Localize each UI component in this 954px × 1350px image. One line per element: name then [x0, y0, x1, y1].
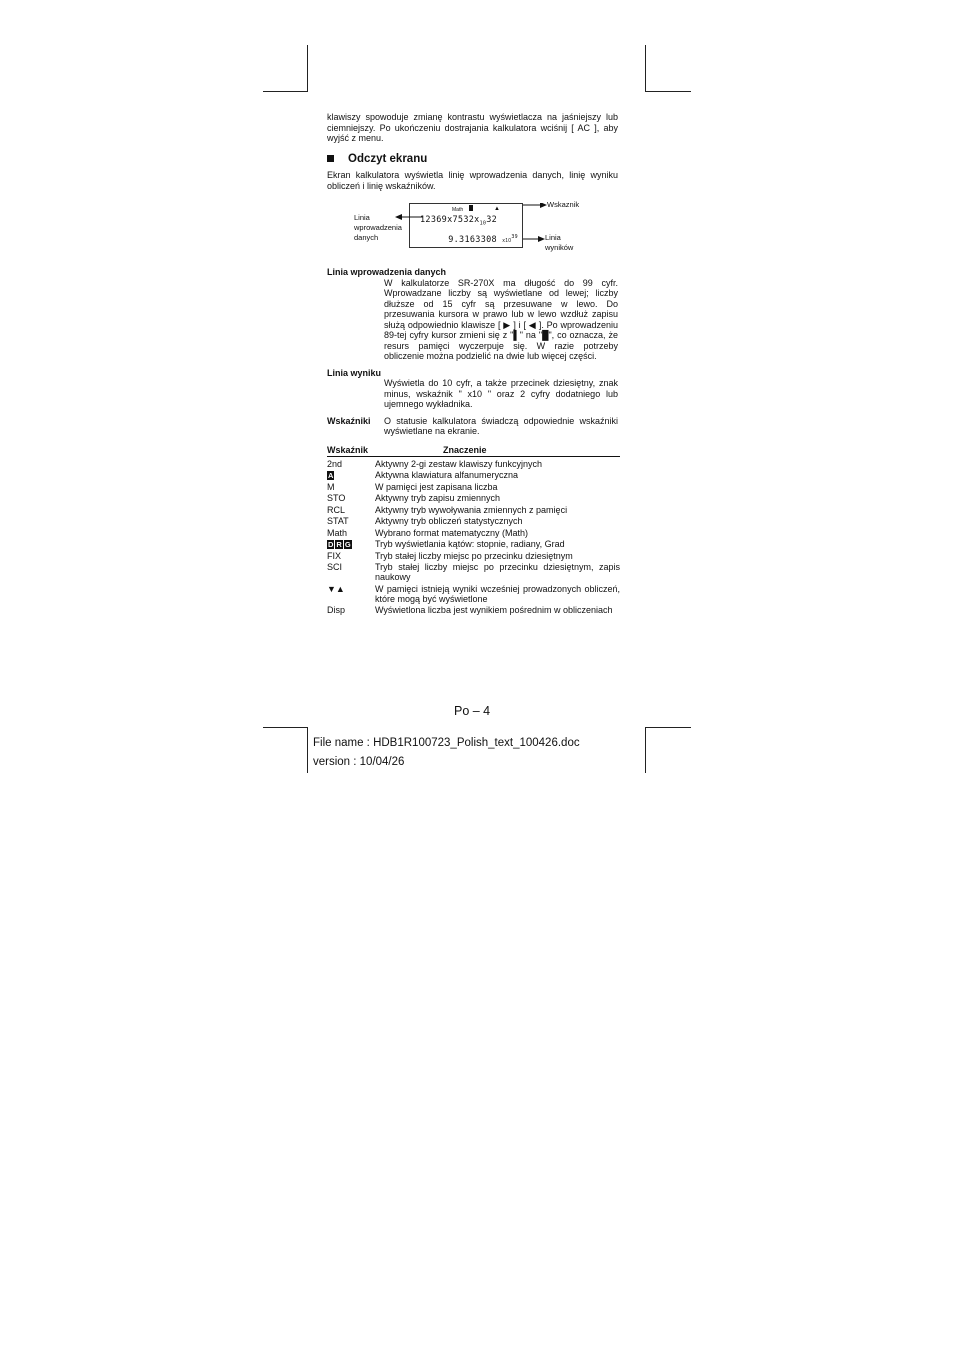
- col-header-meaning: Znaczenie: [375, 445, 620, 457]
- table-row: M W pamięci jest zapisana liczba: [327, 481, 498, 492]
- section-intro: Ekran kalkulatora wyświetla linię wprowadzenia danych, linię wyniku obliczeń i linię wskaźników.: [327, 170, 618, 191]
- section-heading: [327, 154, 618, 165]
- intro-paragraph: klawiszy spowoduje zmianę kontrastu wyświetlacza na jaśniejszy lub ciemniejszy. Po ukończeniu dostrajania kalkulatora wciśnij [ AC ], aby wyjść z menu.: [327, 112, 618, 143]
- table-row: Math Wybrano format matematyczny (Math): [327, 527, 528, 538]
- section-title: Odczyt ekranu: [348, 152, 428, 165]
- indicators-paragraph: O statusie kalkulatora świadczą odpowiednie wskaźniki wyświetlane na ekranie.: [384, 415, 618, 436]
- degree-indicator-icon: D: [328, 540, 334, 549]
- table-row: D R G Tryb wyświetlania kątów: stopnie, radiany, Grad: [328, 539, 565, 549]
- result-line-paragraph: Wyświetla do 10 cyfr, a także przecinek dziesiętny, znak minus, wskaźnik " x10 " oraz 2 cyfry dodatniego lub ujemnego wykładnika.: [384, 378, 618, 409]
- table-row: STAT Aktywny tryb obliczeń statystycznych: [327, 516, 523, 526]
- table-row: SCI Tryb stałej liczby miejsc po przecinku dziesiętnym, zapis naukowy: [327, 562, 620, 582]
- cursor-thin-icon: ▌: [513, 330, 520, 340]
- col-header-indicator: Wskaźnik: [327, 445, 375, 457]
- version: version : 10/04/26: [313, 756, 405, 768]
- label-result-line: Linia wyników: [545, 233, 574, 252]
- crop-mark: [645, 727, 691, 728]
- label-input-line: Linia wprowadzenia danych: [354, 213, 402, 242]
- indicators-heading: Wskaźniki: [327, 415, 371, 426]
- scroll-arrows-icon: ▼▲: [327, 583, 345, 594]
- cursor-full-icon: █: [542, 330, 549, 340]
- table-row: A Aktywna klawiatura alfanumeryczna: [328, 470, 519, 480]
- square-bullet-icon: [327, 155, 334, 162]
- result-line-text: 9.3163308 $x10^{39}$: [448, 234, 518, 245]
- result-line-heading: Linia wyniku: [327, 367, 382, 378]
- indicators-table: [327, 445, 620, 616]
- table-row: ▼▲ W pamięci istnieją wyniki wcześniej prowadzonych obliczeń, które mogą być wyświetlone: [327, 583, 620, 604]
- crop-mark: [645, 727, 646, 773]
- table-row: RCL Aktywny tryb wywoływania zmiennych z pamięci: [327, 504, 568, 515]
- table-header-row: [327, 445, 620, 457]
- table-row: 2nd Aktywny 2-gi zestaw klawiszy funkcyjnych: [327, 458, 543, 469]
- crop-mark: [307, 45, 308, 92]
- display-diagram: [327, 200, 618, 263]
- table-row: FIX Tryb stałej liczby miejsc po przecinku dziesiętnym: [327, 550, 573, 561]
- input-line-text: $12369x7532x_{10}32$: [420, 215, 498, 227]
- math-indicator: Math: [452, 207, 464, 213]
- alpha-indicator-icon: A: [328, 471, 334, 480]
- file-name: File name : HDB1R100723_Polish_text_100426.doc: [313, 737, 580, 749]
- table-row: Disp Wyświetlona liczba jest wynikiem pośrednim w obliczeniach: [327, 605, 613, 615]
- crop-mark: [263, 727, 308, 728]
- input-line-paragraph: W kalkulatorze SR-270X ma długość do 99 cyfr. Wprowadzane liczby są wyświetlane od lewej; liczby dłuższe od 15 cyfr są przesuwane w lewo. Do przesuwania kursora w prawo lub w lewo wzdłuż zapisu służą odpowiednio klawisze [ ▶ ] i [ ◀ ]. Po wprowadzeniu 89-tej cyfry kursor zmieni się z "▌" na "█", co oznacza, że resurs pamięci wyczerpuje się. W razie potrzeby obliczenie można podzielić na dwie lub więcej części.: [384, 277, 619, 361]
- label-indicator: Wskaznik: [547, 200, 580, 209]
- crop-mark: [645, 91, 691, 92]
- radian-indicator-icon: R: [336, 540, 342, 549]
- crop-mark: [307, 727, 308, 773]
- up-arrow-indicator: ▲: [494, 206, 500, 212]
- input-line-heading: Linia wprowadzenia danych: [327, 267, 447, 277]
- crop-mark: [263, 91, 308, 92]
- page-number: Po – 4: [454, 704, 491, 718]
- indicators-block: [327, 416, 618, 437]
- document-page: [327, 112, 618, 615]
- table-row: STO Aktywny tryb zapisu zmiennych: [327, 493, 501, 503]
- crop-mark: [645, 45, 646, 92]
- grad-indicator-icon: G: [344, 540, 351, 549]
